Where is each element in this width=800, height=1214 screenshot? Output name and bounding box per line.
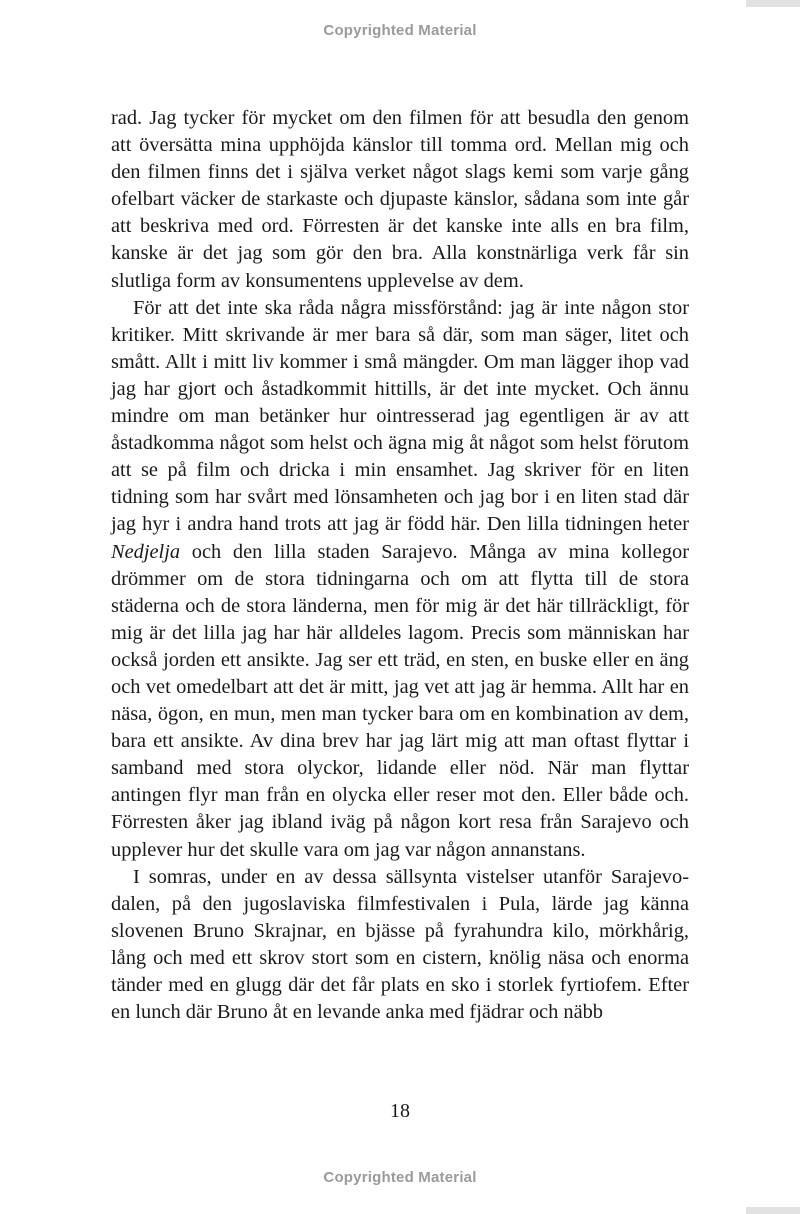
copyright-watermark-top: Copyrighted Material [323,22,477,39]
copyright-watermark-bottom: Copyrighted Material [323,1169,477,1186]
paragraph-2 [111,295,689,864]
paragraph-2-text-start: För att det inte ska råda några missförstånd: jag är inte någon stor kritiker. Mitt skrivande är mer bara så där, som man säger, litet och smått. Allt i mitt liv kommer i små mängder. Om man lägger ihop vad jag har gjort och åstadkommit hittills, är det inte mycket. Och ännu mindre om man betänker hur ointresserad jag egentligen är av att åstadkomma något som helst och ägna mig åt något som helst förutom att se på film och dricka i min ensamhet. Jag skriver för en liten tidning som har svårt med lönsamheten och jag bor i en liten stad där jag hyr i andra hand trots att jag är född här. Den lilla tidningen heter [111,296,689,536]
paragraph-2-text-end: och den lilla staden Sarajevo. Många av mina kollegor drömmer om de stora tidningarna och om att flytta till de stora städerna och de stora länderna, men för mig är det här tillräckligt, för mig är det lilla jag har här alldeles lagom. Precis som människan har också jorden ett ansikte. Jag ser ett träd, en sten, en buske eller en äng och vet omedelbart att det är mitt, jag vet att jag är hemma. Allt har en näsa, ögon, en mun, men man tycker bara om en kombination av dem, bara ett ansikte. Av dina brev har jag lärt mig att man oftast flyttar i samband med stora olyckor, lidande eller nöd. När man flyttar antingen flyr man från en olycka eller reser mot den. Eller både och. Förresten åker jag ibland iväg på någon kort resa från Sarajevo och upplever hur det skulle vara om jag var någon annanstans. [111,540,689,861]
newspaper-title: Nedjelja [111,540,181,563]
page-number: 18 [390,1100,410,1122]
paragraph-3: I somras, under en av dessa sällsynta vistelser utanför Sarajevodalen, på den jugoslaviska filmfestivalen i Pula, lärde jag känna slovenen Bruno Skrajnar, en bjässe på fyrahundra kilo, mörkhårig, lång och med ett skrov stort som en cistern, knölig näsa och enorma tänder med en glugg där det får plats en sko i storlek fyrtiofem. Efter en lunch där Bruno åt en levande anka med fjädrar och näbb [111,865,689,1024]
page-edge-mark-bottom [746,1207,800,1214]
page-edge-mark-top [746,0,800,7]
body-text [111,105,689,1026]
paragraph-1: rad. Jag tycker för mycket om den filmen för att besudla den genom att översätta mina upphöjda känslor till tomma ord. Mellan mig och den filmen finns det i själva verket något slags kemi som varje gång ofelbart väcker de starkaste och djupaste känslor, sådana som inte går att beskriva med ord. Förresten är det kanske inte alls en bra film, kanske är det jag som gör den bra. Alla konstnärliga verk får sin slutliga form av konsumentens upplevelse av dem. [111,107,689,292]
